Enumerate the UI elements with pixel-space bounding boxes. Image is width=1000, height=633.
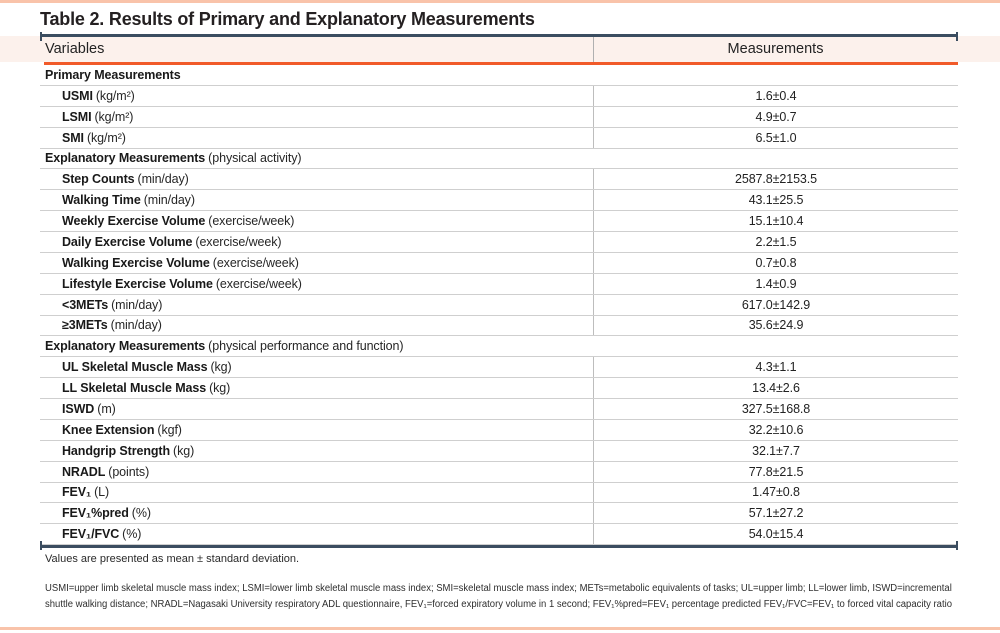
variable-cell (40, 253, 593, 273)
measurement-value: 54.0±15.4 (748, 527, 804, 542)
table-row (40, 128, 958, 149)
measurement-value: 617.0±142.9 (741, 297, 811, 312)
section-title: Explanatory Measurements (45, 151, 206, 166)
measurement-value: 1.47±0.8 (752, 485, 800, 500)
variable-cell (40, 441, 593, 461)
table-top-border (40, 34, 958, 37)
measurement-cell (593, 378, 958, 398)
variable-cell (40, 420, 593, 440)
measurement-cell (593, 86, 958, 106)
variable-cell (40, 378, 593, 398)
table-bottom-border (40, 545, 958, 548)
measurement-cell (593, 169, 958, 189)
measurement-value: 15.1±10.4 (748, 214, 804, 229)
variable-unit: (exercise/week) (215, 276, 302, 291)
abbreviations-note (45, 581, 1000, 612)
measurement-cell (593, 524, 958, 544)
measurement-cell (593, 128, 958, 148)
variable-name: SMI (62, 130, 84, 145)
variable-name: FEV₁%pred (62, 506, 129, 521)
values-note: Values are presented as mean ± standard deviation. (45, 553, 300, 565)
variable-name: UL Skeletal Muscle Mass (62, 360, 208, 375)
variable-unit: (m) (97, 401, 116, 416)
variable-cell (40, 483, 593, 503)
table-row (40, 274, 958, 295)
measurement-cell (593, 274, 958, 294)
variable-name: ISWD (62, 401, 95, 416)
variable-unit: (kg/m²) (95, 88, 135, 103)
variable-unit: (kg) (209, 381, 231, 396)
variable-cell (40, 357, 593, 377)
variable-name: Weekly Exercise Volume (62, 214, 206, 229)
measurement-value: 32.1±7.7 (752, 443, 800, 458)
measurement-value: 2587.8±2153.5 (734, 172, 818, 187)
table-row (40, 86, 958, 107)
table-row (40, 399, 958, 420)
variable-unit: (min/day) (110, 318, 162, 333)
measurement-value: 32.2±10.6 (748, 422, 804, 437)
section-header-cell (40, 149, 958, 169)
variable-name: Step Counts (62, 172, 135, 187)
variable-name: ≥3METs (62, 318, 108, 333)
variable-unit: (kg/m²) (94, 109, 134, 124)
measurement-cell (593, 232, 958, 252)
column-header-variables: Variables (45, 41, 105, 57)
variable-cell (40, 232, 593, 252)
variable-unit: (kg) (210, 360, 232, 375)
variable-name: Walking Time (62, 193, 141, 208)
variable-name: Handgrip Strength (62, 443, 171, 458)
variable-unit: (%) (131, 506, 151, 521)
variable-name: NRADL (62, 464, 106, 479)
table-row (40, 420, 958, 441)
measurement-value: 2.2±1.5 (755, 234, 797, 249)
table-row (40, 107, 958, 128)
variable-cell (40, 399, 593, 419)
variable-name: FEV₁ (62, 485, 92, 500)
measurement-cell (593, 316, 958, 336)
table-row (40, 462, 958, 483)
measurement-cell (593, 399, 958, 419)
table-row (40, 503, 958, 524)
measurement-value: 77.8±21.5 (748, 464, 804, 479)
measurement-cell (593, 107, 958, 127)
table-row (40, 232, 958, 253)
variable-unit: (min/day) (137, 172, 189, 187)
variable-unit: (kg) (173, 443, 195, 458)
table-row (40, 357, 958, 378)
measurement-value: 0.7±0.8 (755, 255, 797, 270)
measurement-value: 35.6±24.9 (748, 318, 804, 333)
measurement-value: 1.4±0.9 (755, 276, 797, 291)
measurement-value: 13.4±2.6 (752, 381, 800, 396)
measurement-value: 4.9±0.7 (755, 109, 797, 124)
table-row (40, 441, 958, 462)
table-row (40, 524, 958, 545)
abbreviation-line: shuttle walking distance; NRADL=Nagasaki University respiratory ADL questionnaire, FEV₁=forced expiratory volume in 1 second; FEV₁%pred=FEV₁ percentage predicted FEV₁/FVC=FEV₁ to forced vital capacity ratio (45, 598, 952, 610)
table-row (40, 190, 958, 211)
variable-name: LL Skeletal Muscle Mass (62, 381, 207, 396)
variable-unit: (points) (108, 464, 150, 479)
section-header-cell (40, 336, 958, 356)
table-row (40, 169, 958, 190)
variable-cell (40, 524, 593, 544)
variable-name: <3METs (62, 297, 109, 312)
table-row (40, 295, 958, 316)
bottom-divider (0, 627, 1000, 630)
measurement-value: 43.1±25.5 (748, 193, 804, 208)
measurement-cell (593, 441, 958, 461)
variable-unit: (%) (122, 527, 142, 542)
measurement-cell (593, 420, 958, 440)
measurement-value: 6.5±1.0 (755, 130, 797, 145)
variable-unit: (exercise/week) (195, 234, 282, 249)
variable-unit: (min/day) (111, 297, 163, 312)
measurement-cell (593, 357, 958, 377)
measurement-value: 327.5±168.8 (741, 401, 811, 416)
table-row (40, 316, 958, 337)
section-title: Explanatory Measurements (45, 339, 206, 354)
top-divider (0, 0, 1000, 3)
table-row (40, 483, 958, 504)
variable-cell (40, 211, 593, 231)
variable-name: Knee Extension (62, 422, 155, 437)
variable-name: Daily Exercise Volume (62, 234, 193, 249)
section-subtitle: (physical activity) (208, 151, 302, 166)
variable-name: LSMI (62, 109, 92, 124)
table-title: Table 2. Results of Primary and Explanatory Measurements (40, 9, 535, 29)
column-header-measurements: Measurements (727, 41, 824, 57)
table-body (40, 65, 958, 545)
measurement-cell (593, 253, 958, 273)
variable-name: Walking Exercise Volume (62, 255, 210, 270)
section-header-row (40, 336, 958, 357)
section-header-row (40, 149, 958, 170)
measurement-value: 4.3±1.1 (755, 360, 797, 375)
variable-unit: (kg/m²) (86, 130, 126, 145)
variable-unit: (min/day) (143, 193, 195, 208)
measurement-cell (593, 483, 958, 503)
measurement-cell (593, 190, 958, 210)
variable-unit: (exercise/week) (212, 255, 299, 270)
table-row (40, 253, 958, 274)
variable-cell (40, 86, 593, 106)
variable-unit: (exercise/week) (208, 214, 295, 229)
measurement-cell (593, 211, 958, 231)
measurement-cell (593, 295, 958, 315)
variable-unit: (kgf) (157, 422, 182, 437)
variable-cell (40, 169, 593, 189)
variable-cell (40, 274, 593, 294)
measurement-cell (593, 462, 958, 482)
variable-cell (40, 190, 593, 210)
section-subtitle: (physical performance and function) (208, 339, 404, 354)
measurement-cell (593, 503, 958, 523)
variable-name: USMI (62, 88, 93, 103)
variable-cell (40, 295, 593, 315)
variable-name: Lifestyle Exercise Volume (62, 276, 213, 291)
abbreviation-line: USMI=upper limb skeletal muscle mass index; LSMI=lower limb skeletal muscle mass index; SMI=skeletal muscle mass index; METs=metabolic equivalents of tasks; UL=upper limb; LL=lower limb, ISWD=incremental (45, 583, 952, 594)
variable-unit: (L) (94, 485, 110, 500)
variable-cell (40, 316, 593, 336)
measurement-value: 57.1±27.2 (748, 506, 804, 521)
variable-cell (40, 107, 593, 127)
table-row (40, 211, 958, 232)
section-header-row (40, 65, 958, 86)
section-title: Primary Measurements (45, 67, 181, 82)
table-row (40, 378, 958, 399)
variable-name: FEV₁/FVC (62, 527, 120, 542)
variable-cell (40, 462, 593, 482)
variable-cell (40, 503, 593, 523)
variable-cell (40, 128, 593, 148)
section-header-cell (40, 65, 958, 85)
table-header-row (0, 36, 1000, 62)
measurement-value: 1.6±0.4 (755, 88, 797, 103)
